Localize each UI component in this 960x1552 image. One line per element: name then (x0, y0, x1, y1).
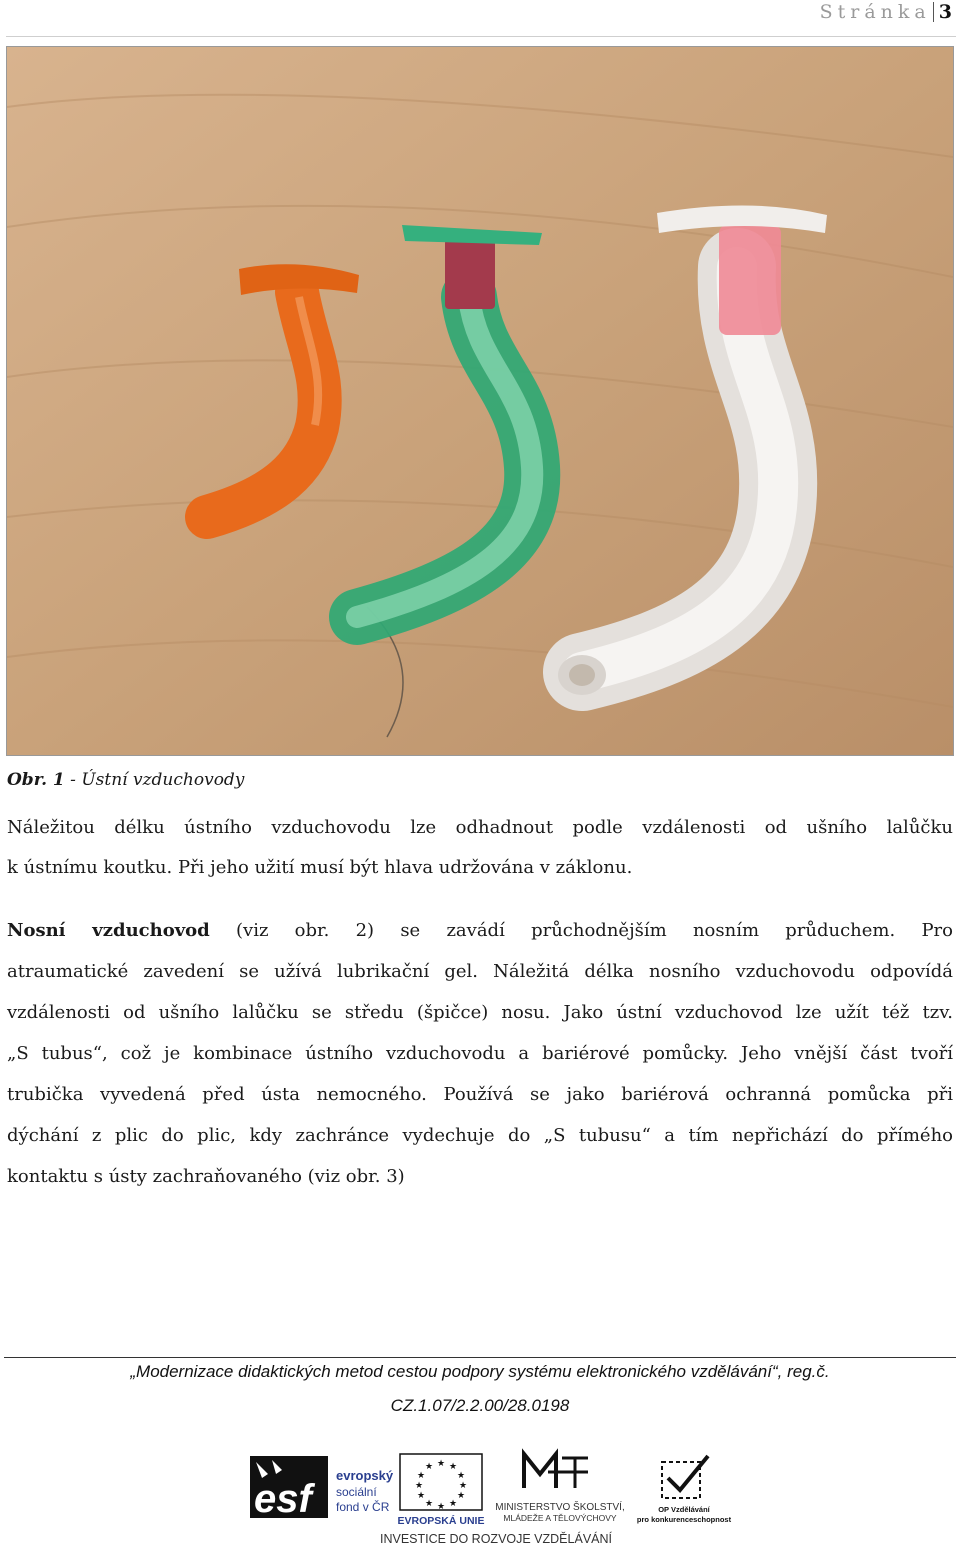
svg-text:★: ★ (416, 1490, 426, 1500)
logo-strip (248, 1448, 738, 1548)
esf-text-3: fond v ČR (336, 1500, 390, 1514)
svg-text:★: ★ (414, 1480, 424, 1490)
text-span: (viz obr. 2) se zavádí průchodnějším nosním průduchem. Pro (209, 920, 954, 941)
page-number: 3 (938, 1, 952, 23)
header-separator (933, 2, 934, 22)
esf-mark: esf (254, 1477, 312, 1521)
svg-text:★: ★ (448, 1461, 458, 1471)
text-line (7, 910, 953, 951)
term-nasal-airway: Nosní vzduchovod (7, 920, 210, 941)
svg-text:★: ★ (436, 1458, 446, 1468)
paragraph-nasal-airway (7, 910, 953, 1197)
svg-text:★: ★ (424, 1498, 434, 1508)
svg-text:★: ★ (436, 1501, 446, 1511)
svg-text:★: ★ (448, 1498, 458, 1508)
investment-slogan: INVESTICE DO ROZVOJE VZDĚLÁVÁNÍ (380, 1532, 612, 1546)
text-line: kontaktu s ústy zachraňovaného (viz obr. 3) (7, 1166, 405, 1187)
footer-rule (4, 1357, 956, 1358)
eu-flag-logo (398, 1454, 485, 1527)
op-text-2: pro konkurenceschopnost (636, 1515, 732, 1524)
text-line: „S tubus“, což je kombinace ústního vzduchovodu a bariérové pomůcky. Jeho vnější část tvoří (7, 1043, 953, 1064)
eu-label: EVROPSKÁ UNIE (397, 1515, 485, 1527)
svg-text:★: ★ (458, 1480, 468, 1490)
op-text-1: OP Vzdělávání (658, 1505, 710, 1514)
page-header (820, 0, 952, 24)
page-label: Stránka (819, 1, 931, 23)
figure-number: Obr. 1 (7, 770, 65, 790)
text-line: trubička vyvedená před ústa nemocného. Používá se jako bariérová ochranná pomůcka při (7, 1084, 953, 1105)
svg-text:★: ★ (424, 1461, 434, 1471)
msmt-text-2: MLÁDEŽE A TĚLOVÝCHOVY (503, 1513, 617, 1523)
footer-project-title: „Modernizace didaktických metod cestou podpory systému elektronického vzdělávání“, reg.č. (130, 1362, 830, 1381)
text-line: dýchání z plic do plic, kdy zachránce vydechuje do „S tubusu“ a tím nepřichází do přímého (7, 1125, 953, 1146)
funding-logos (248, 1448, 738, 1548)
photo-oral-airways (6, 46, 954, 756)
esf-logo (250, 1456, 394, 1521)
figure-caption (7, 770, 244, 790)
header-rule (6, 36, 956, 37)
op-logo (637, 1456, 732, 1524)
figure-caption-text: - Ústní vzduchovody (64, 770, 245, 790)
svg-text:★: ★ (456, 1470, 466, 1480)
svg-text:★: ★ (416, 1470, 426, 1480)
esf-text-1: evropský (336, 1468, 394, 1483)
svg-text:★: ★ (456, 1490, 466, 1500)
footer-registration-number: CZ.1.07/2.2.00/28.0198 (390, 1396, 570, 1415)
esf-text-2: sociální (336, 1485, 377, 1499)
text-line: atraumatické zavedení se užívá lubrikační gel. Náležitá délka nosního vzduchovodu odpovídá (7, 961, 953, 982)
msmt-text-1: MINISTERSTVO ŠKOLSTVÍ, (495, 1502, 625, 1513)
paragraph-oral-airway (7, 808, 953, 888)
text-line: Náležitou délku ústního vzduchovodu lze odhadnout podle vzdálenosti od ušního lalůčku (7, 817, 953, 838)
text-line: vzdálenosti od ušního lalůčku se středu (špičce) nosu. Jako ústní vzduchovod lze užít též tzv. (7, 1002, 953, 1023)
text-line: k ústnímu koutku. Při jeho užití musí být hlava udržována v záklonu. (7, 857, 633, 878)
msmt-logo (495, 1454, 624, 1523)
photo-illustration (7, 47, 953, 755)
